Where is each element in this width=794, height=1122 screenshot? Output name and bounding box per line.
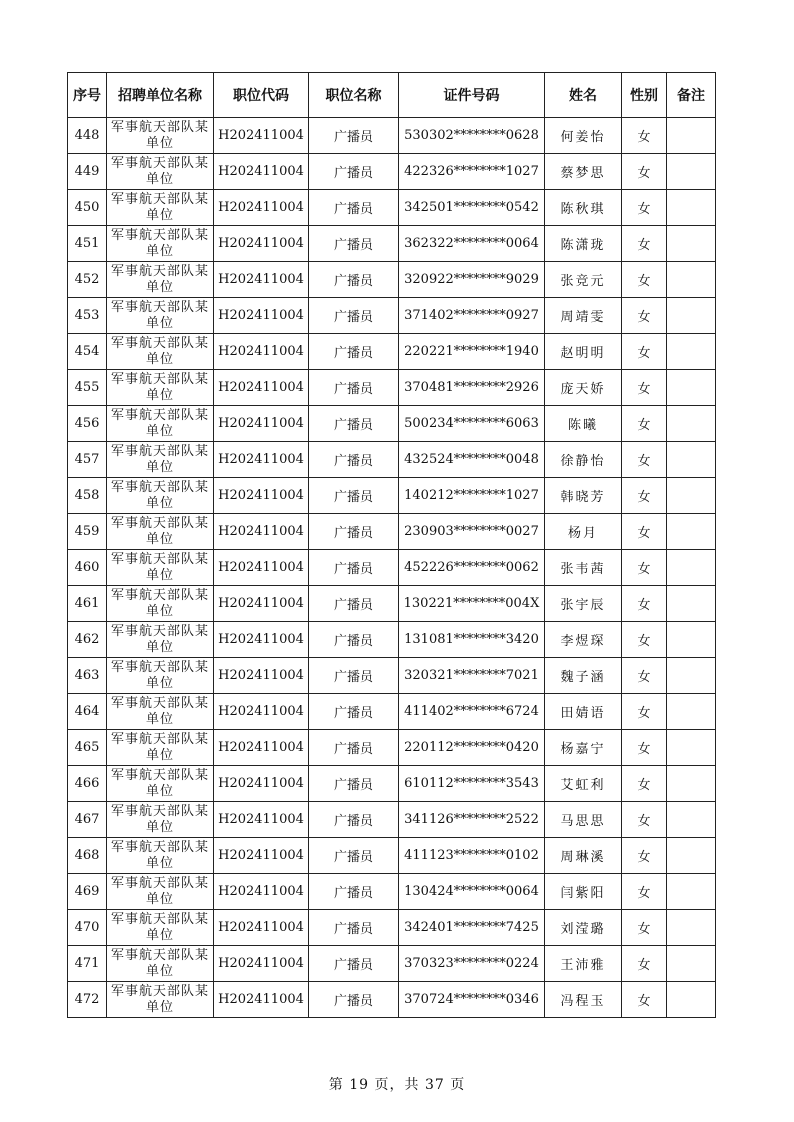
cell-gender: 女 [622, 406, 667, 442]
header-remark: 备注 [667, 73, 716, 118]
table-row [68, 730, 716, 766]
cell-name: 艾虹利 [545, 766, 622, 802]
cell-position: 广播员 [309, 154, 399, 190]
cell-unit: 军事航天部队某单位 [107, 262, 214, 298]
cell-seq: 450 [68, 190, 107, 226]
cell-name: 闫紫阳 [545, 874, 622, 910]
cell-code: H202411004 [214, 406, 309, 442]
cell-code: H202411004 [214, 802, 309, 838]
cell-remark [667, 694, 716, 730]
table-row [68, 226, 716, 262]
cell-unit: 军事航天部队某单位 [107, 298, 214, 334]
cell-unit: 军事航天部队某单位 [107, 118, 214, 154]
cell-remark [667, 550, 716, 586]
page-number: 第 19 页，共 37 页 [328, 1077, 466, 1093]
cell-gender: 女 [622, 910, 667, 946]
cell-name: 杨嘉宁 [545, 730, 622, 766]
cell-unit: 军事航天部队某单位 [107, 802, 214, 838]
cell-id: 370724********0346 [399, 982, 545, 1018]
cell-gender: 女 [622, 298, 667, 334]
cell-code: H202411004 [214, 298, 309, 334]
cell-unit: 军事航天部队某单位 [107, 946, 214, 982]
cell-name: 蔡梦思 [545, 154, 622, 190]
cell-id: 342501********0542 [399, 190, 545, 226]
cell-remark [667, 766, 716, 802]
header-name: 姓名 [545, 73, 622, 118]
cell-name: 田婧语 [545, 694, 622, 730]
cell-remark [667, 802, 716, 838]
cell-id: 140212********1027 [399, 478, 545, 514]
cell-gender: 女 [622, 838, 667, 874]
cell-seq: 456 [68, 406, 107, 442]
cell-position: 广播员 [309, 694, 399, 730]
cell-gender: 女 [622, 730, 667, 766]
cell-gender: 女 [622, 874, 667, 910]
cell-name: 李煜琛 [545, 622, 622, 658]
cell-id: 220221********1940 [399, 334, 545, 370]
cell-seq: 464 [68, 694, 107, 730]
cell-remark [667, 442, 716, 478]
cell-gender: 女 [622, 802, 667, 838]
cell-seq: 465 [68, 730, 107, 766]
cell-remark [667, 838, 716, 874]
cell-id: 130424********0064 [399, 874, 545, 910]
cell-code: H202411004 [214, 874, 309, 910]
cell-id: 370481********2926 [399, 370, 545, 406]
cell-name: 陈曦 [545, 406, 622, 442]
cell-id: 371402********0927 [399, 298, 545, 334]
table-row [68, 118, 716, 154]
cell-id: 530302********0628 [399, 118, 545, 154]
table-row [68, 910, 716, 946]
cell-remark [667, 658, 716, 694]
cell-id: 452226********0062 [399, 550, 545, 586]
cell-remark [667, 730, 716, 766]
cell-gender: 女 [622, 658, 667, 694]
cell-id: 411402********6724 [399, 694, 545, 730]
cell-remark [667, 514, 716, 550]
cell-position: 广播员 [309, 874, 399, 910]
table-row [68, 406, 716, 442]
cell-code: H202411004 [214, 982, 309, 1018]
cell-position: 广播员 [309, 442, 399, 478]
cell-code: H202411004 [214, 514, 309, 550]
cell-unit: 军事航天部队某单位 [107, 982, 214, 1018]
cell-position: 广播员 [309, 838, 399, 874]
cell-remark [667, 262, 716, 298]
cell-position: 广播员 [309, 262, 399, 298]
cell-gender: 女 [622, 226, 667, 262]
cell-remark [667, 334, 716, 370]
cell-unit: 军事航天部队某单位 [107, 838, 214, 874]
cell-name: 陈秋琪 [545, 190, 622, 226]
table-row [68, 658, 716, 694]
cell-remark [667, 406, 716, 442]
cell-seq: 452 [68, 262, 107, 298]
table-row [68, 442, 716, 478]
cell-gender: 女 [622, 946, 667, 982]
cell-position: 广播员 [309, 730, 399, 766]
cell-id: 370323********0224 [399, 946, 545, 982]
cell-name: 张竞元 [545, 262, 622, 298]
header-code: 职位代码 [214, 73, 309, 118]
cell-gender: 女 [622, 766, 667, 802]
cell-position: 广播员 [309, 802, 399, 838]
cell-seq: 467 [68, 802, 107, 838]
cell-code: H202411004 [214, 154, 309, 190]
cell-unit: 军事航天部队某单位 [107, 226, 214, 262]
cell-seq: 453 [68, 298, 107, 334]
header-unit: 招聘单位名称 [107, 73, 214, 118]
cell-gender: 女 [622, 262, 667, 298]
header-row [68, 73, 716, 118]
cell-gender: 女 [622, 154, 667, 190]
cell-code: H202411004 [214, 262, 309, 298]
cell-code: H202411004 [214, 334, 309, 370]
table-row [68, 802, 716, 838]
cell-code: H202411004 [214, 478, 309, 514]
table-row [68, 154, 716, 190]
table-body [68, 118, 716, 1018]
cell-unit: 军事航天部队某单位 [107, 622, 214, 658]
roster-table [67, 72, 716, 1018]
cell-id: 131081********3420 [399, 622, 545, 658]
cell-gender: 女 [622, 514, 667, 550]
cell-unit: 军事航天部队某单位 [107, 910, 214, 946]
cell-gender: 女 [622, 334, 667, 370]
cell-gender: 女 [622, 190, 667, 226]
cell-position: 广播员 [309, 658, 399, 694]
cell-id: 341126********2522 [399, 802, 545, 838]
cell-seq: 466 [68, 766, 107, 802]
cell-code: H202411004 [214, 838, 309, 874]
cell-position: 广播员 [309, 766, 399, 802]
cell-position: 广播员 [309, 370, 399, 406]
cell-unit: 军事航天部队某单位 [107, 730, 214, 766]
cell-seq: 471 [68, 946, 107, 982]
cell-position: 广播员 [309, 946, 399, 982]
cell-id: 130221********004X [399, 586, 545, 622]
cell-remark [667, 874, 716, 910]
cell-name: 刘滢璐 [545, 910, 622, 946]
cell-id: 432524********0048 [399, 442, 545, 478]
cell-name: 韩晓芳 [545, 478, 622, 514]
cell-remark [667, 298, 716, 334]
cell-position: 广播员 [309, 118, 399, 154]
cell-position: 广播员 [309, 406, 399, 442]
cell-unit: 军事航天部队某单位 [107, 550, 214, 586]
cell-name: 庞天娇 [545, 370, 622, 406]
cell-seq: 449 [68, 154, 107, 190]
cell-remark [667, 154, 716, 190]
cell-seq: 454 [68, 334, 107, 370]
table-row [68, 298, 716, 334]
cell-code: H202411004 [214, 730, 309, 766]
cell-seq: 468 [68, 838, 107, 874]
cell-unit: 军事航天部队某单位 [107, 154, 214, 190]
cell-id: 320922********9029 [399, 262, 545, 298]
cell-name: 周靖雯 [545, 298, 622, 334]
header-position: 职位名称 [309, 73, 399, 118]
cell-name: 张韦茜 [545, 550, 622, 586]
cell-gender: 女 [622, 550, 667, 586]
cell-id: 342401********7425 [399, 910, 545, 946]
cell-gender: 女 [622, 370, 667, 406]
cell-position: 广播员 [309, 622, 399, 658]
cell-id: 320321********7021 [399, 658, 545, 694]
table-row [68, 982, 716, 1018]
cell-code: H202411004 [214, 586, 309, 622]
cell-name: 杨月 [545, 514, 622, 550]
cell-position: 广播员 [309, 586, 399, 622]
cell-code: H202411004 [214, 370, 309, 406]
cell-unit: 军事航天部队某单位 [107, 586, 214, 622]
cell-name: 徐静怡 [545, 442, 622, 478]
table-row [68, 694, 716, 730]
table-row [68, 262, 716, 298]
cell-name: 马思思 [545, 802, 622, 838]
cell-unit: 军事航天部队某单位 [107, 658, 214, 694]
cell-remark [667, 982, 716, 1018]
cell-name: 赵明明 [545, 334, 622, 370]
cell-position: 广播员 [309, 910, 399, 946]
cell-name: 周琳溪 [545, 838, 622, 874]
cell-unit: 军事航天部队某单位 [107, 442, 214, 478]
table-row [68, 334, 716, 370]
cell-position: 广播员 [309, 226, 399, 262]
cell-remark [667, 586, 716, 622]
cell-gender: 女 [622, 442, 667, 478]
cell-remark [667, 190, 716, 226]
cell-seq: 463 [68, 658, 107, 694]
table-row [68, 586, 716, 622]
table-row [68, 838, 716, 874]
cell-unit: 军事航天部队某单位 [107, 406, 214, 442]
cell-code: H202411004 [214, 190, 309, 226]
cell-gender: 女 [622, 118, 667, 154]
cell-name: 冯程玉 [545, 982, 622, 1018]
cell-code: H202411004 [214, 694, 309, 730]
table-row [68, 370, 716, 406]
cell-unit: 军事航天部队某单位 [107, 478, 214, 514]
cell-name: 王沛雅 [545, 946, 622, 982]
cell-seq: 462 [68, 622, 107, 658]
cell-seq: 458 [68, 478, 107, 514]
cell-code: H202411004 [214, 946, 309, 982]
cell-seq: 469 [68, 874, 107, 910]
cell-seq: 455 [68, 370, 107, 406]
cell-unit: 军事航天部队某单位 [107, 514, 214, 550]
cell-seq: 457 [68, 442, 107, 478]
cell-position: 广播员 [309, 982, 399, 1018]
cell-remark [667, 946, 716, 982]
cell-name: 陈潇珑 [545, 226, 622, 262]
cell-code: H202411004 [214, 622, 309, 658]
cell-gender: 女 [622, 586, 667, 622]
cell-unit: 军事航天部队某单位 [107, 190, 214, 226]
cell-seq: 459 [68, 514, 107, 550]
cell-remark [667, 226, 716, 262]
cell-id: 610112********3543 [399, 766, 545, 802]
header-seq: 序号 [68, 73, 107, 118]
cell-unit: 军事航天部队某单位 [107, 694, 214, 730]
cell-id: 362322********0064 [399, 226, 545, 262]
cell-position: 广播员 [309, 334, 399, 370]
cell-seq: 451 [68, 226, 107, 262]
cell-seq: 472 [68, 982, 107, 1018]
table-row [68, 766, 716, 802]
cell-code: H202411004 [214, 658, 309, 694]
cell-code: H202411004 [214, 910, 309, 946]
cell-position: 广播员 [309, 550, 399, 586]
table-row [68, 946, 716, 982]
cell-unit: 军事航天部队某单位 [107, 334, 214, 370]
cell-remark [667, 478, 716, 514]
cell-id: 230903********0027 [399, 514, 545, 550]
cell-unit: 军事航天部队某单位 [107, 370, 214, 406]
cell-remark [667, 622, 716, 658]
cell-remark [667, 910, 716, 946]
cell-code: H202411004 [214, 550, 309, 586]
cell-position: 广播员 [309, 514, 399, 550]
cell-id: 411123********0102 [399, 838, 545, 874]
cell-name: 张宇辰 [545, 586, 622, 622]
cell-position: 广播员 [309, 298, 399, 334]
cell-gender: 女 [622, 982, 667, 1018]
cell-code: H202411004 [214, 766, 309, 802]
table-row [68, 550, 716, 586]
header-gender: 性别 [622, 73, 667, 118]
cell-gender: 女 [622, 622, 667, 658]
cell-name: 何姜怡 [545, 118, 622, 154]
cell-seq: 460 [68, 550, 107, 586]
cell-seq: 461 [68, 586, 107, 622]
cell-code: H202411004 [214, 118, 309, 154]
cell-unit: 军事航天部队某单位 [107, 766, 214, 802]
table-row [68, 874, 716, 910]
cell-position: 广播员 [309, 190, 399, 226]
table-row [68, 622, 716, 658]
table-row [68, 190, 716, 226]
header-id: 证件号码 [399, 73, 545, 118]
cell-code: H202411004 [214, 442, 309, 478]
cell-position: 广播员 [309, 478, 399, 514]
cell-gender: 女 [622, 694, 667, 730]
table-row [68, 478, 716, 514]
cell-seq: 448 [68, 118, 107, 154]
cell-name: 魏子涵 [545, 658, 622, 694]
cell-remark [667, 370, 716, 406]
cell-id: 422326********1027 [399, 154, 545, 190]
cell-remark [667, 118, 716, 154]
cell-unit: 军事航天部队某单位 [107, 874, 214, 910]
cell-gender: 女 [622, 478, 667, 514]
table-row [68, 514, 716, 550]
cell-id: 220112********0420 [399, 730, 545, 766]
cell-code: H202411004 [214, 226, 309, 262]
cell-id: 500234********6063 [399, 406, 545, 442]
cell-seq: 470 [68, 910, 107, 946]
